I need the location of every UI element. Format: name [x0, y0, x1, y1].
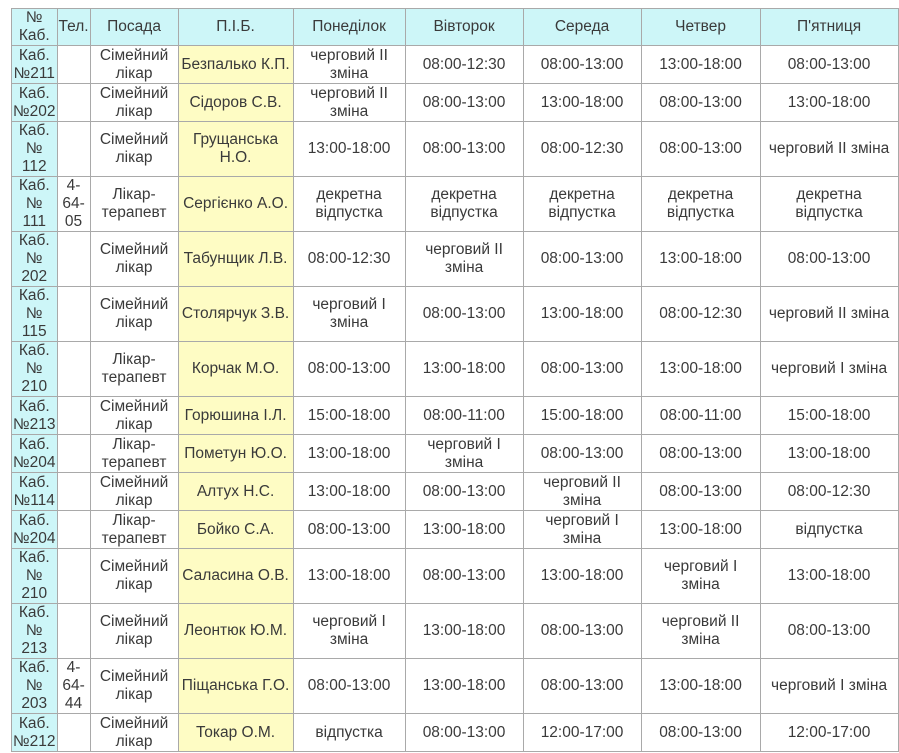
cell-thursday: 13:00-18:00 [641, 46, 760, 84]
cell-name: Піщанська Г.О. [178, 659, 293, 714]
cell-phone [57, 232, 90, 287]
table-row [12, 84, 899, 122]
cell-position: Сімейний лікар [90, 84, 178, 122]
cell-wednesday: 08:00-13:00 [523, 659, 641, 714]
cell-room: Каб. № 213 [12, 604, 58, 659]
cell-name: Сідоров С.В. [178, 84, 293, 122]
header-monday: Понеділок [293, 9, 405, 46]
cell-position: Сімейний лікар [90, 714, 178, 752]
cell-thursday: 08:00-13:00 [641, 435, 760, 473]
cell-tuesday: 13:00-18:00 [405, 604, 523, 659]
table-row [12, 232, 899, 287]
cell-room: Каб. № 112 [12, 122, 58, 177]
cell-position: Лікар-терапевт [90, 435, 178, 473]
cell-friday: 08:00-13:00 [760, 604, 898, 659]
cell-position: Сімейний лікар [90, 287, 178, 342]
cell-phone: 4-64-44 [57, 659, 90, 714]
cell-friday: черговий ІІ зміна [760, 122, 898, 177]
cell-room: Каб. №204 [13, 511, 56, 547]
cell-wednesday: 15:00-18:00 [523, 397, 641, 435]
cell-wednesday: черговий І зміна [523, 511, 641, 549]
cell-friday: 13:00-18:00 [760, 435, 898, 473]
cell-name: Бойко С.А. [178, 511, 293, 549]
cell-monday: 13:00-18:00 [293, 122, 405, 177]
cell-friday: 08:00-13:00 [760, 232, 898, 287]
cell-name: Пометун Ю.О. [178, 435, 293, 473]
cell-name: Корчак М.О. [178, 342, 293, 397]
cell-monday: 08:00-13:00 [293, 659, 405, 714]
header-wednesday: Середа [523, 9, 641, 46]
cell-friday: 13:00-18:00 [760, 84, 898, 122]
table-row [12, 659, 899, 714]
cell-wednesday: 13:00-18:00 [523, 549, 641, 604]
cell-position: Сімейний лікар [90, 604, 178, 659]
cell-monday: черговий І зміна [293, 604, 405, 659]
cell-monday: 13:00-18:00 [293, 473, 405, 511]
header-thursday: Четвер [641, 9, 760, 46]
cell-thursday: 08:00-11:00 [641, 397, 760, 435]
table-row [12, 397, 899, 435]
cell-room: Каб. №204 [13, 435, 56, 471]
cell-tuesday: 08:00-13:00 [405, 84, 523, 122]
table-row [12, 435, 899, 473]
cell-wednesday: 08:00-12:30 [523, 122, 641, 177]
cell-position: Сімейний лікар [90, 122, 178, 177]
cell-tuesday: 08:00-13:00 [405, 122, 523, 177]
cell-friday: черговий І зміна [760, 342, 898, 397]
cell-room: Каб. № 210 [12, 342, 58, 397]
table-row [12, 122, 899, 177]
cell-friday: відпустка [760, 511, 898, 549]
cell-room: Каб. №211 [12, 46, 58, 84]
table-row [12, 604, 899, 659]
cell-tuesday: 08:00-13:00 [405, 714, 523, 752]
cell-name: Безпалько К.П. [178, 46, 293, 84]
cell-wednesday: 13:00-18:00 [523, 84, 641, 122]
cell-name: Алтух Н.С. [178, 473, 293, 511]
cell-friday: 15:00-18:00 [760, 397, 898, 435]
header-position: Посада [90, 9, 178, 46]
cell-monday: черговий ІІ зміна [293, 84, 405, 122]
cell-thursday: 13:00-18:00 [641, 511, 760, 549]
cell-monday: декретна відпустка [293, 177, 405, 232]
cell-phone [57, 122, 90, 177]
cell-thursday: черговий ІІ зміна [641, 604, 760, 659]
header-row [12, 9, 899, 46]
cell-tuesday: 13:00-18:00 [405, 511, 523, 549]
header-friday: П'ятниця [760, 9, 898, 46]
cell-friday: черговий І зміна [760, 659, 898, 714]
cell-position: Лікар-терапевт [90, 342, 178, 397]
cell-thursday: 08:00-13:00 [641, 122, 760, 177]
cell-thursday: 08:00-13:00 [641, 714, 760, 752]
cell-tuesday: черговий ІІ зміна [405, 232, 523, 287]
cell-position: Сімейний лікар [90, 659, 178, 714]
cell-room: Каб. № 202 [12, 232, 58, 287]
cell-phone: 4-64-05 [57, 177, 90, 232]
header-tuesday: Вівторок [405, 9, 523, 46]
cell-wednesday: черговий ІІ зміна [523, 473, 641, 511]
cell-thursday: 13:00-18:00 [641, 659, 760, 714]
cell-wednesday: 08:00-13:00 [523, 342, 641, 397]
cell-phone [57, 397, 90, 435]
cell-wednesday: 08:00-13:00 [523, 232, 641, 287]
table-row [12, 511, 899, 549]
cell-friday: 08:00-13:00 [760, 46, 898, 84]
cell-phone [57, 46, 90, 84]
cell-monday: відпустка [293, 714, 405, 752]
cell-position: Сімейний лікар [90, 549, 178, 604]
cell-room: Каб. № 203 [12, 659, 58, 714]
cell-tuesday: черговий І зміна [405, 435, 523, 473]
cell-room: Каб. №114 [12, 473, 58, 511]
cell-room: Каб. № 210 [12, 549, 58, 604]
table-row [12, 549, 899, 604]
header-room: № Каб. [12, 9, 58, 46]
cell-phone [57, 714, 90, 752]
cell-phone [57, 287, 90, 342]
cell-wednesday: 08:00-13:00 [523, 435, 641, 473]
cell-monday: 08:00-12:30 [293, 232, 405, 287]
cell-tuesday: 13:00-18:00 [405, 342, 523, 397]
cell-tuesday: 08:00-13:00 [405, 287, 523, 342]
cell-friday: 12:00-17:00 [760, 714, 898, 752]
cell-name: Сергієнко А.О. [178, 177, 293, 232]
cell-tuesday: 08:00-13:00 [405, 549, 523, 604]
header-name: П.І.Б. [178, 9, 293, 46]
cell-monday: 13:00-18:00 [293, 435, 405, 473]
cell-position: Сімейний лікар [90, 397, 178, 435]
cell-phone [57, 604, 90, 659]
cell-phone [57, 84, 90, 122]
table-row [12, 473, 899, 511]
cell-tuesday: 08:00-13:00 [405, 473, 523, 511]
cell-monday: черговий І зміна [293, 287, 405, 342]
cell-friday: 13:00-18:00 [760, 549, 898, 604]
cell-monday: 13:00-18:00 [293, 549, 405, 604]
cell-position: Лікар-терапевт [90, 177, 178, 232]
cell-name: Саласина О.В. [178, 549, 293, 604]
cell-thursday: 08:00-13:00 [641, 84, 760, 122]
cell-thursday: 08:00-12:30 [641, 287, 760, 342]
cell-tuesday: 08:00-11:00 [405, 397, 523, 435]
cell-room: Каб. №213 [13, 397, 56, 433]
header-phone: Тел. [57, 9, 90, 46]
table-row [12, 287, 899, 342]
cell-thursday: 13:00-18:00 [641, 342, 760, 397]
cell-thursday: черговий І зміна [641, 549, 760, 604]
table-row [12, 46, 899, 84]
cell-phone [57, 511, 90, 549]
cell-wednesday: 08:00-13:00 [523, 604, 641, 659]
cell-name: Табунщик Л.В. [178, 232, 293, 287]
cell-position: Лікар-терапевт [90, 511, 178, 549]
cell-room: Каб. № 115 [12, 287, 58, 342]
cell-name: Столярчук З.В. [178, 287, 293, 342]
table-row [12, 342, 899, 397]
cell-phone [57, 435, 90, 473]
cell-position: Сімейний лікар [90, 232, 178, 287]
cell-tuesday: 13:00-18:00 [405, 659, 523, 714]
cell-thursday: декретна відпустка [641, 177, 760, 232]
cell-monday: 08:00-13:00 [293, 511, 405, 549]
cell-room: Каб. №202 [13, 84, 56, 120]
cell-phone [57, 549, 90, 604]
cell-friday: декретна відпустка [760, 177, 898, 232]
schedule-table [11, 8, 899, 752]
table-row [12, 714, 899, 752]
cell-phone [57, 342, 90, 397]
cell-wednesday: декретна відпустка [523, 177, 641, 232]
cell-wednesday: 12:00-17:00 [523, 714, 641, 752]
table-row [12, 177, 899, 232]
cell-position: Сімейний лікар [90, 473, 178, 511]
cell-name: Горюшина І.Л. [178, 397, 293, 435]
cell-name: Грущанська Н.О. [178, 122, 293, 177]
cell-tuesday: 08:00-12:30 [405, 46, 523, 84]
cell-monday: 08:00-13:00 [293, 342, 405, 397]
cell-friday: черговий ІІ зміна [760, 287, 898, 342]
cell-monday: черговий ІІ зміна [293, 46, 405, 84]
cell-name: Токар О.М. [178, 714, 293, 752]
cell-thursday: 08:00-13:00 [641, 473, 760, 511]
cell-room: Каб. №212 [13, 714, 56, 750]
cell-wednesday: 08:00-13:00 [523, 46, 641, 84]
cell-friday: 08:00-12:30 [760, 473, 898, 511]
cell-monday: 15:00-18:00 [293, 397, 405, 435]
cell-room: Каб. № 111 [12, 177, 58, 232]
cell-wednesday: 13:00-18:00 [523, 287, 641, 342]
cell-phone [57, 473, 90, 511]
cell-position: Сімейний лікар [90, 46, 178, 84]
cell-name: Леонтюк Ю.М. [178, 604, 293, 659]
cell-thursday: 13:00-18:00 [641, 232, 760, 287]
cell-tuesday: декретна відпустка [405, 177, 523, 232]
